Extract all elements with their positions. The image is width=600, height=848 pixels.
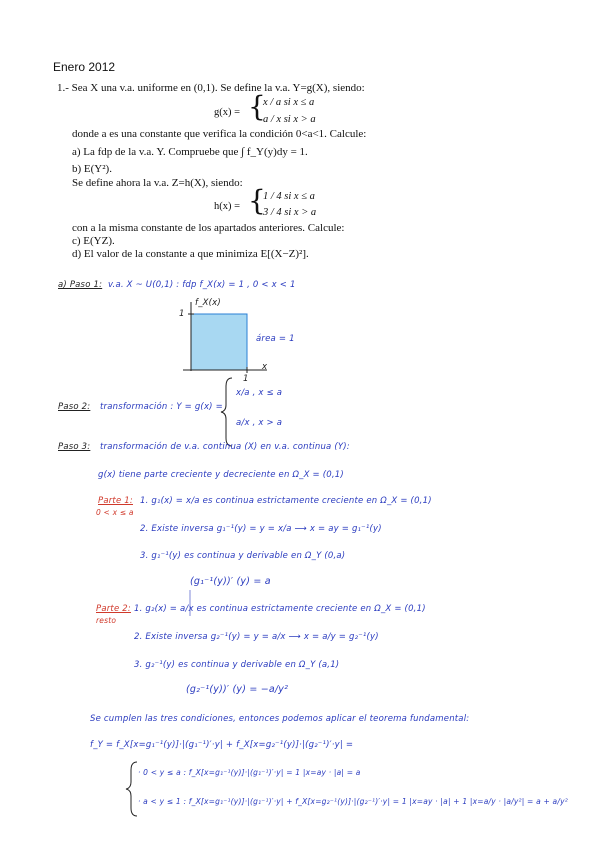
parte2-step-3: 3. g₂⁻¹(y) es continua y derivable en Ω_Y (a,1)	[134, 660, 340, 670]
g-case-1: x / a si x ≤ a	[263, 97, 315, 108]
case-a-formula: · 0 < y ≤ a : f_X[x=g₁⁻¹(y)]·|(g₁⁻¹)′·y| = 1 |x=ay · |a| = a	[138, 768, 361, 777]
g-description: g(x) tiene parte creciente y decreciente en Ω_X = (0,1)	[98, 470, 344, 480]
density-area	[191, 314, 247, 370]
problem-item-d: d) El valor de la constante a que minimiza E[(X−Z)²].	[72, 248, 309, 260]
parte1-step-3: 3. g₁⁻¹(y) es continua y derivable en Ω_Y (0,a)	[140, 551, 346, 561]
conclusion-text: Se cumplen las tres condiciones, entonces podemos aplicar el teorema fundamental:	[90, 714, 470, 724]
problem-line-3: Se define ahora la v.a. Z=h(X), siendo:	[72, 177, 243, 189]
g-brace: {	[248, 90, 266, 123]
graph-xlabel: x	[262, 362, 268, 372]
g-label: g(x) =	[214, 107, 241, 118]
problem-line-4: con a la misma constante de los apartados anteriores. Calcule:	[72, 222, 345, 234]
graph-y-tick: 1	[179, 309, 185, 319]
parte2-step-2: 2. Existe inversa g₂⁻¹(y) = y = a/x ⟶ x = a/y = g₂⁻¹(y)	[134, 632, 379, 642]
paso1-text: v.a. X ~ U(0,1) : fdp f_X(x) = 1 , 0 < x < 1	[108, 280, 296, 290]
problem-line-1: 1.- Sea X una v.a. uniforme en (0,1). Se define la v.a. Y=g(X), siendo:	[57, 82, 365, 94]
parte2-subtitle: resto	[96, 616, 117, 625]
graph-x-tick: 1	[243, 374, 249, 384]
h-case-1: 1 / 4 si x ≤ a	[263, 191, 315, 202]
page-title: Enero 2012	[53, 60, 116, 74]
paso2-brace	[221, 378, 232, 446]
problem-item-b: b) E(Y²).	[72, 163, 112, 175]
parte1-label: Parte 1:	[98, 496, 133, 506]
paso2-text: transformación : Y = g(x) =	[100, 402, 223, 412]
parte1-step-2: 2. Existe inversa g₁⁻¹(y) = y = x/a ⟶ x = ay = g₁⁻¹(y)	[140, 524, 382, 534]
fy-formula: f_Y = f_X[x=g₁⁻¹(y)]·|(g₁⁻¹)′·y| + f_X[x=g₂⁻¹(y)]·|(g₂⁻¹)′·y| =	[90, 740, 354, 750]
g-case-2: a / x si x > a	[263, 114, 316, 125]
paso2-case-1: x/a , x ≤ a	[236, 388, 283, 398]
problem-item-c: c) E(YZ).	[72, 235, 115, 247]
h-label: h(x) =	[214, 201, 241, 212]
problem-line-2: donde a es una constante que verifica la condición 0<a<1. Calcule:	[72, 128, 367, 140]
h-case-2: 3 / 4 si x > a	[263, 207, 317, 218]
graph-ylabel: f_X(x)	[195, 298, 221, 308]
problem-item-a: a) La fdp de la v.a. Y. Compruebe que ∫ f_Y(y)dy = 1.	[72, 146, 308, 158]
parte1-derivative: (g₁⁻¹(y))′ (y) = a	[190, 576, 271, 587]
paso3-label: Paso 3:	[58, 442, 91, 452]
paso2-label: Paso 2:	[58, 402, 91, 412]
paso1-label: a) Paso 1:	[58, 280, 103, 290]
parte1-step-1: 1. g₁(x) = x/a es continua estrictamente creciente en Ω_X = (0,1)	[140, 496, 432, 506]
cases-brace	[126, 762, 137, 816]
parte2-label: Parte 2:	[96, 604, 131, 614]
paso2-case-2: a/x , x > a	[236, 418, 283, 428]
case-b-formula: · a < y ≤ 1 : f_X[x=g₁⁻¹(y)]·|(g₁⁻¹)′·y| + f_X[x=g₂⁻¹(y)]·|(g₂⁻¹)′·y| = 1 |x=ay · |a| + 1 |x=a/y · |a/y²| = a + a/y²	[138, 797, 568, 806]
graph-area-label: área = 1	[256, 334, 295, 344]
paso3-text: transformación de v.a. continua (X) en v.a. continua (Y):	[100, 442, 350, 452]
parte2-step-1: 1. g₂(x) = a/x es continua estrictamente creciente en Ω_X = (0,1)	[134, 604, 426, 614]
parte2-derivative: (g₂⁻¹(y))′ (y) = −a/y²	[186, 684, 289, 695]
h-brace: {	[248, 184, 266, 217]
parte1-subtitle: 0 < x ≤ a	[96, 508, 134, 517]
